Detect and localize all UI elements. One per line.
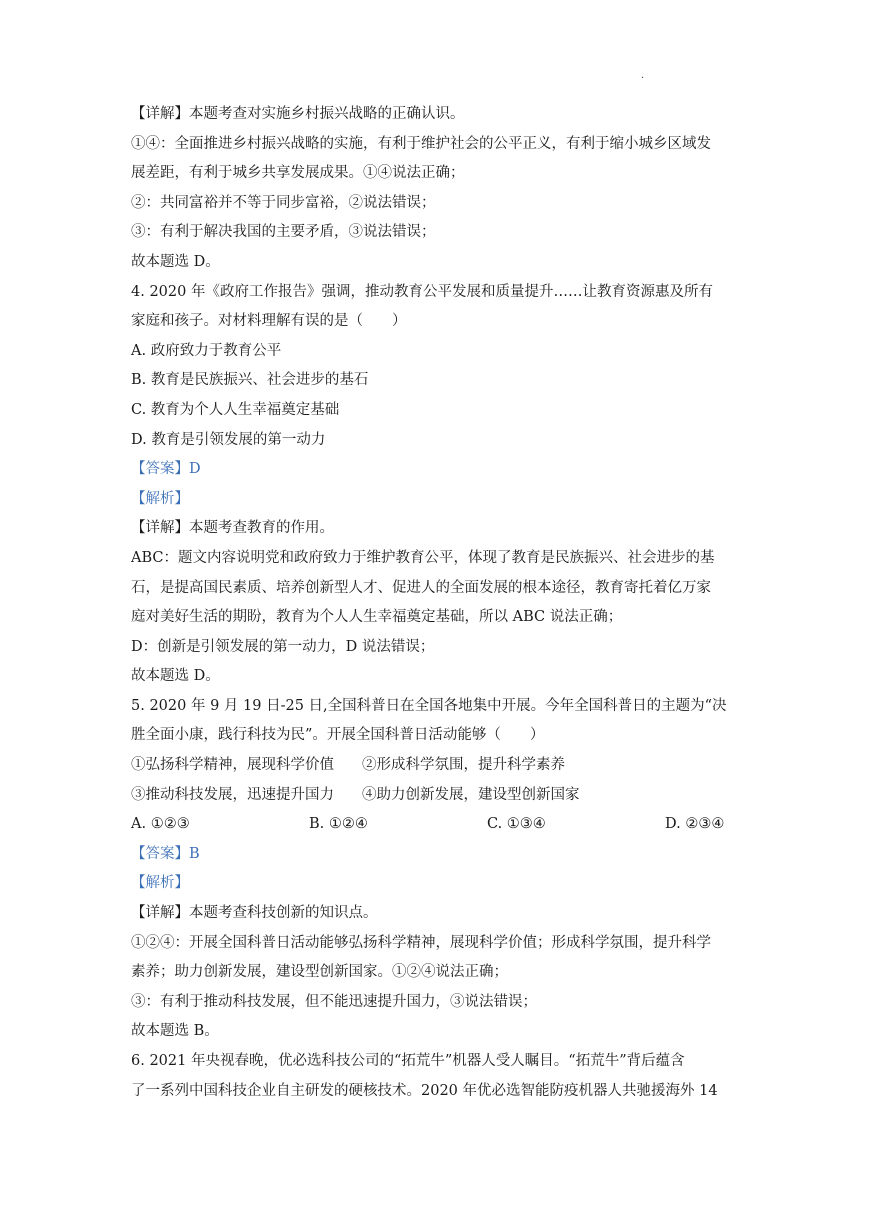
option-c: C. ①③④ <box>487 816 546 833</box>
question-5-stem: 5. 2020 年 9 月 19 日-25 日,全国科普日在全国各地集中开展。今年全国科普日的主题为“决 <box>131 697 727 714</box>
analysis-label: 【解析】 <box>131 875 189 892</box>
option-a: A. ①②③ <box>131 816 190 833</box>
option-c: C. 教育为个人人生幸福奠定基础 <box>131 401 340 418</box>
question-5-stem-cont: 胜全面小康，践行科技为民”。开展全国科普日活动能够（ ） <box>131 727 545 744</box>
analysis-label: 【解析】 <box>131 490 189 507</box>
page-mark: . <box>641 70 645 81</box>
option-d: D. 教育是引领发展的第一动力 <box>131 431 326 448</box>
option-d: D. ②③④ <box>665 816 725 833</box>
text-line: D：创新是引领发展的第一动力，D 说法错误； <box>131 638 435 655</box>
text-line: ①④：全面推进乡村振兴战略的实施，有利于维护社会的公平正义，有利于缩小城乡区域发 <box>131 135 711 152</box>
option-b: B. 教育是民族振兴、社会进步的基石 <box>131 372 369 389</box>
conclusion-line: 故本题选 D。 <box>131 253 220 270</box>
statement-row <box>131 781 741 811</box>
option-a: A. 政府致力于教育公平 <box>131 342 282 359</box>
text-line: 展差距，有利于城乡共享发展成果。①④说法正确； <box>131 165 465 182</box>
conclusion-line: 故本题选 B。 <box>131 1023 219 1040</box>
text-line: ②：共同富裕并不等于同步富裕，②说法错误； <box>131 194 436 211</box>
text-line: ③：有利于推动科技发展，但不能迅速提升国力，③说法错误； <box>131 993 537 1010</box>
statement-1: ①弘扬科学精神，展现科学价值 <box>131 757 334 774</box>
text-line: ABC：题文内容说明党和政府致力于维护教育公平，体现了教育是民族振兴、社会进步的基 <box>131 549 715 566</box>
answer-label: 【答案】B <box>131 845 200 862</box>
detail-q4: 【详解】本题考查教育的作用。 <box>131 520 334 537</box>
option-b: B. ①②④ <box>309 816 368 833</box>
statement-row <box>131 751 741 781</box>
text-line: ①②④：开展全国科普日活动能够弘扬科学精神，展现科学价值；形成科学氛围，提升科学 <box>131 934 711 951</box>
question-4-stem-cont: 家庭和孩子。对材料理解有误的是（ ） <box>131 313 407 330</box>
page-content <box>131 100 741 1106</box>
statement-4: ④助力创新发展，建设型创新国家 <box>362 786 580 803</box>
answer-label: 【答案】D <box>131 461 201 478</box>
question-6-stem-cont: 了一系列中国科技企业自主研发的硬核技术。2020 年优必选智能防疫机器人共驰援海外 14 <box>131 1082 718 1099</box>
statement-2: ②形成科学氛围，提升科学素养 <box>362 757 565 774</box>
text-line: 素养；助力创新发展，建设型创新国家。①②④说法正确； <box>131 964 508 981</box>
question-4-stem: 4. 2020 年《政府工作报告》强调，推动教育公平发展和质量提升……让教育资源惠及所有 <box>131 283 713 300</box>
text-line: ③：有利于解决我国的主要矛盾，③说法错误； <box>131 224 436 241</box>
conclusion-line: 故本题选 D。 <box>131 668 220 685</box>
detail-q3: 【详解】本题考查对实施乡村振兴战略的正确认识。 <box>131 106 465 122</box>
statement-3: ③推动科技发展，迅速提升国力 <box>131 786 334 803</box>
question-6-stem: 6. 2021 年央视春晚，优必选科技公司的“拓荒牛”机器人受人瞩目。“拓荒牛”背后蕴含 <box>131 1053 685 1069</box>
options-row <box>131 810 741 840</box>
text-line: 石，是提高国民素质、培养创新型人才、促进人的全面发展的根本途径，教育寄托着亿万家 <box>131 579 711 596</box>
detail-q5: 【详解】本题考查科技创新的知识点。 <box>131 905 378 922</box>
text-line: 庭对美好生活的期盼，教育为个人人生幸福奠定基础，所以 ABC 说法正确； <box>131 609 623 626</box>
